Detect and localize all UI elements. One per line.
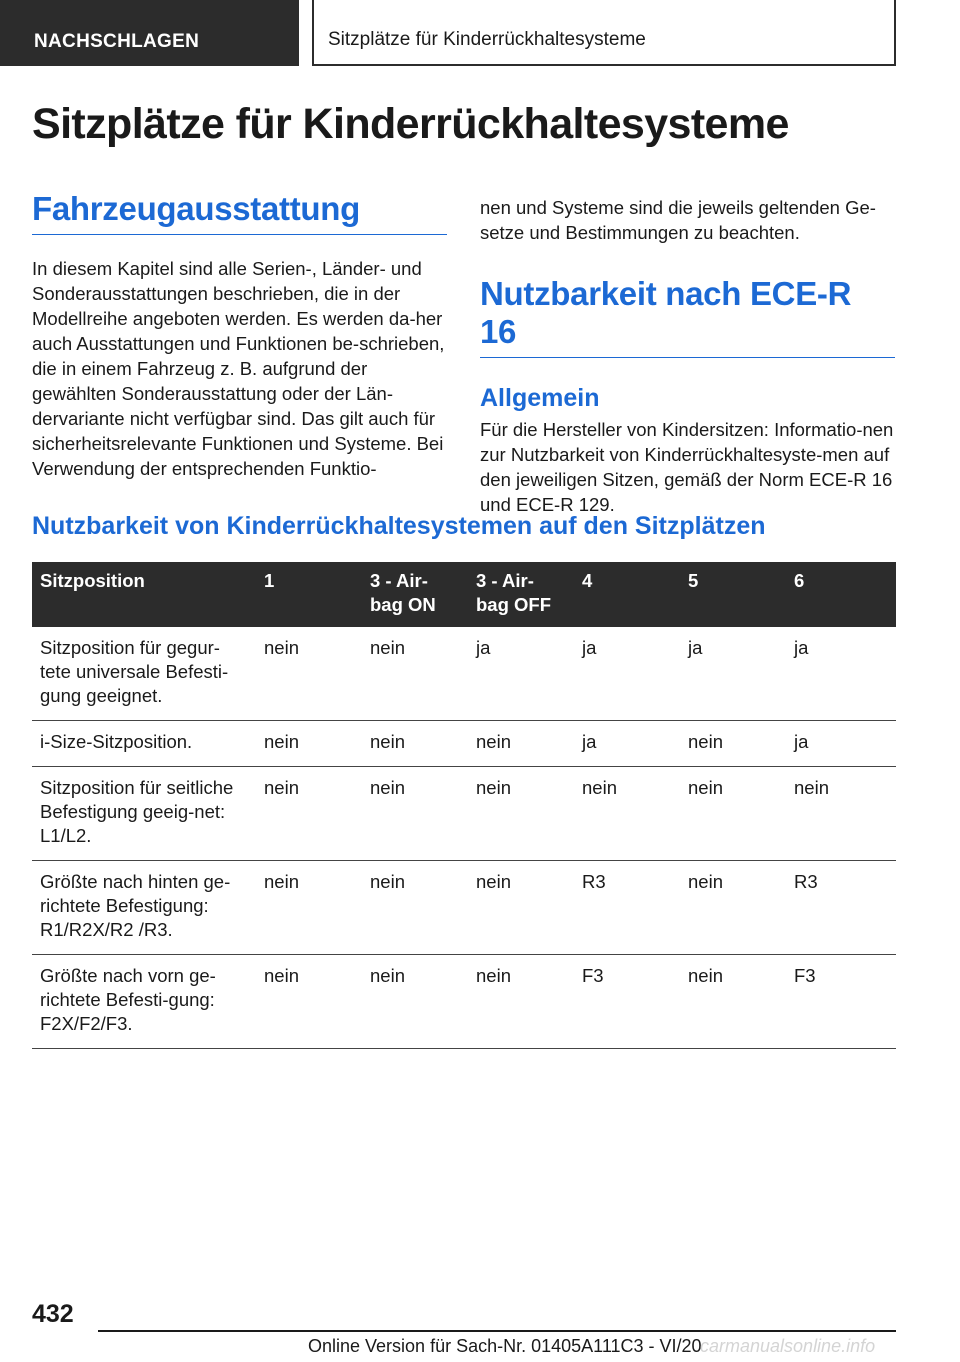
table-cell: ja — [786, 721, 896, 767]
page-header — [0, 0, 960, 66]
column-header: 1 — [256, 562, 362, 627]
footer-divider — [98, 1330, 896, 1332]
table-cell: Größte nach hinten ge-richtete Befestigung: R1/R2X/R2 /R3. — [32, 861, 256, 955]
table-cell: i-Size-Sitzposition. — [32, 721, 256, 767]
table-cell: nein — [362, 955, 468, 1049]
table-cell: ja — [680, 627, 786, 721]
column-header: 6 — [786, 562, 896, 627]
heading-nutzbarkeit: Nutzbarkeit nach ECE-R 16 — [480, 275, 895, 358]
paragraph-fahrzeugausstattung: In diesem Kapitel sind alle Serien-, Länder- und Sonderausstattungen beschrieben, die in der Modellreihe angeboten werden. Es werden da-her auch Ausstattungen und Funktionen be-schrieben, die in einem Fahrzeug z. B. aufgrund der gewählten Sonderausstattung oder der Län-dervariante nicht verfügbar sind. Das gilt auch für sicherheitsrelevante Funktionen und Systeme. Bei Verwendung der entsprechenden Funktio- — [32, 258, 445, 479]
footer-version-text: Online Version für Sach-Nr. 01405A111C3 - VI/20 — [308, 1336, 702, 1356]
column-header: 5 — [680, 562, 786, 627]
table-cell: nein — [680, 861, 786, 955]
table-cell: nein — [256, 767, 362, 861]
table-cell: F3 — [574, 955, 680, 1049]
table-heading: Nutzbarkeit von Kinderrückhaltesystemen auf den Sitzplätzen — [32, 512, 766, 540]
subheading-allgemein: Allgemein — [480, 384, 600, 412]
table-row — [32, 767, 896, 861]
table-cell: nein — [468, 861, 574, 955]
table-cell: nein — [574, 767, 680, 861]
table-row — [32, 721, 896, 767]
table-cell: nein — [362, 721, 468, 767]
table-cell: nein — [256, 627, 362, 721]
table-cell: nein — [362, 627, 468, 721]
table-cell: Sitzposition für seitliche Befestigung geeig-net: L1/L2. — [32, 767, 256, 861]
table-header-row — [32, 562, 896, 627]
table-body — [32, 627, 896, 1049]
table-cell: nein — [786, 767, 896, 861]
table-row — [32, 861, 896, 955]
table-cell: nein — [468, 767, 574, 861]
table-header — [32, 562, 896, 627]
seat-usability-table — [32, 562, 896, 1049]
paragraph-continuation: nen und Systeme sind die jeweils geltenden Ge-setze und Bestimmungen zu beachten. — [480, 197, 876, 243]
heading-fahrzeugausstattung: Fahrzeugausstattung — [32, 190, 447, 235]
right-column — [480, 195, 895, 517]
table-cell: R3 — [786, 861, 896, 955]
table-row — [32, 627, 896, 721]
table-cell: nein — [256, 861, 362, 955]
table-cell: ja — [786, 627, 896, 721]
table-cell: Größte nach vorn ge-richtete Befesti-gung: F2X/F2/F3. — [32, 955, 256, 1049]
table-cell: nein — [680, 721, 786, 767]
table-cell: nein — [256, 721, 362, 767]
table-cell: R3 — [574, 861, 680, 955]
table-cell: nein — [362, 861, 468, 955]
watermark: carmanualsonline.info — [700, 1336, 876, 1356]
column-header: 3 - Air-bag ON — [362, 562, 468, 627]
table-cell: nein — [468, 955, 574, 1049]
column-header: 4 — [574, 562, 680, 627]
table-cell: nein — [680, 767, 786, 861]
page-title: Sitzplätze für Kinderrückhaltesysteme — [32, 100, 789, 148]
table-cell: ja — [468, 627, 574, 721]
table-cell: ja — [574, 627, 680, 721]
table-cell: nein — [680, 955, 786, 1049]
page-number: 432 — [32, 1300, 74, 1328]
table-row — [32, 955, 896, 1049]
paragraph-allgemein: Für die Hersteller von Kindersitzen: Informatio-nen zur Nutzbarkeit von Kinderrückhaltesyste-men auf den jeweiligen Sitzen, gemäß der Norm ECE-R 16 und ECE-R 129. — [480, 419, 894, 515]
table-cell: Sitzposition für gegur-tete universale Befesti-gung geeignet. — [32, 627, 256, 721]
table-cell: F3 — [786, 955, 896, 1049]
column-header: 3 - Air-bag OFF — [468, 562, 574, 627]
column-header: Sitzposition — [32, 562, 256, 627]
chapter-tab: Sitzplätze für Kinderrückhaltesysteme — [312, 0, 896, 66]
section-tab: NACHSCHLAGEN — [0, 0, 299, 66]
table-cell: ja — [574, 721, 680, 767]
left-column — [32, 190, 447, 481]
table-cell: nein — [256, 955, 362, 1049]
table-cell: nein — [362, 767, 468, 861]
table-cell: nein — [468, 721, 574, 767]
